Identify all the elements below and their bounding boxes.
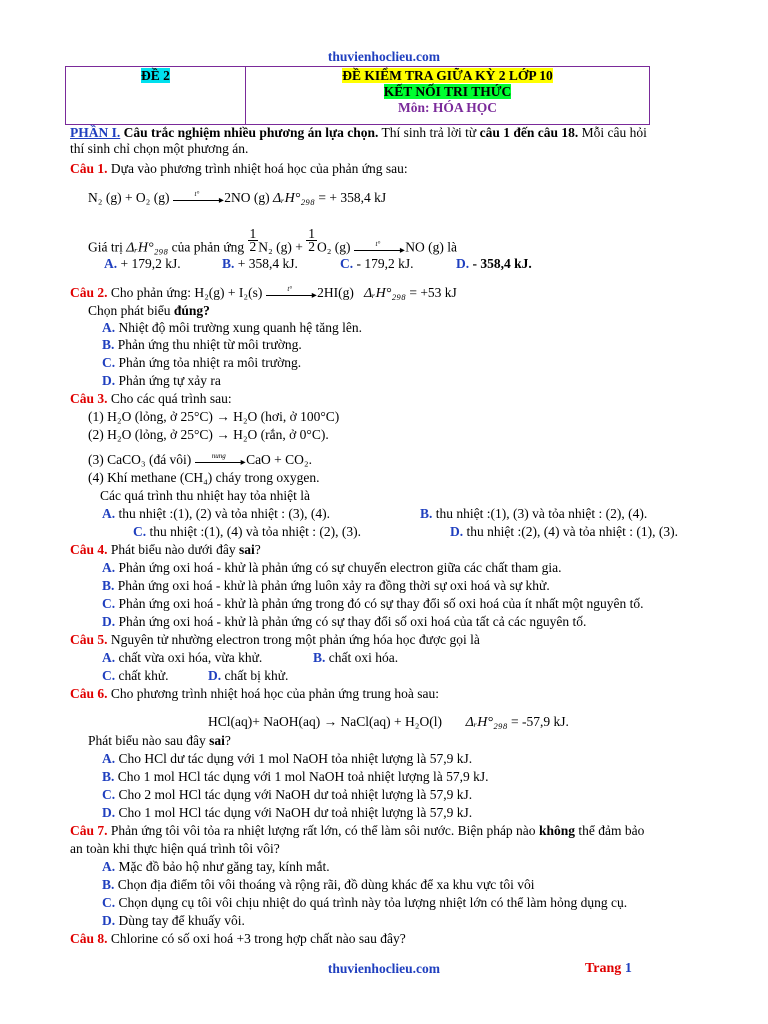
question-4: Câu 4. Phát biểu nào dưới đây sai?	[70, 542, 261, 557]
reaction-arrow-icon: t° ▸	[173, 196, 221, 201]
option[interactable]: B. Cho 1 mol HCl tác dụng với 1 mol NaOH toả nhiệt lượng là 57,9 kJ.	[102, 769, 489, 784]
enthalpy-symbol: ΔᵣH°₂₉₈	[273, 191, 315, 206]
option[interactable]: D. chất bị khử.	[208, 668, 289, 683]
ask-text: Giá trị	[88, 239, 123, 255]
question-stem: Cho phản ứng: H₂(g) + I₂(s)	[110, 285, 263, 300]
enthalpy-symbol: ΔᵣH°₂₉₈	[126, 240, 169, 256]
q7-stem-line2: an toàn khi thực hiện quá trình tôi vôi?	[70, 841, 280, 856]
option[interactable]: B. Chọn địa điểm tôi vôi thoáng và rộng rãi, đồ dùng khác để xa khu vực tôi vôi	[102, 877, 535, 892]
option[interactable]: C. thu nhiệt :(1), (4) và tỏa nhiệt : (2), (3).	[133, 524, 361, 539]
reaction-arrow-icon: t° ▸	[266, 291, 314, 296]
part1-text2: Mỗi câu hỏi	[578, 125, 647, 140]
option[interactable]: A. Nhiệt độ môi trường xung quanh hệ tăng lên.	[102, 320, 363, 335]
option[interactable]: D. thu nhiệt :(2), (4) và tỏa nhiệt : (1), (3).	[450, 524, 678, 539]
ask-product: NO (g) là	[405, 239, 458, 255]
arrow-label: t°	[194, 190, 200, 199]
question-number: Câu 2.	[70, 285, 108, 300]
question-stem: Cho phương trình nhiệt hoá học của phản ứng trung hoà sau:	[110, 686, 439, 701]
fraction-half: $\frac{1}{2}$	[249, 226, 257, 254]
option[interactable]: A. thu nhiệt :(1), (2) và tỏa nhiệt : (3), (4).	[102, 506, 330, 521]
option[interactable]: D. - 358,4 kJ.	[456, 256, 532, 271]
enthalpy-symbol: ΔᵣH°₂₉₈	[363, 286, 406, 301]
option[interactable]: D. Cho 1 mol HCl tác dụng với NaOH dư toả nhiệt lượng là 57,9 kJ.	[102, 805, 473, 820]
eq-value: = + 358,4 kJ	[318, 190, 387, 205]
option[interactable]: C. Cho 2 mol HCl tác dụng với NaOH dư toả nhiệt lượng là 57,9 kJ.	[102, 787, 473, 802]
question-stem: Dựa vào phương trình nhiệt hoá học của phản ứng sau:	[110, 161, 408, 176]
eq-reactants: N₂ (g) + O₂ (g)	[88, 190, 170, 205]
part1-label: PHẦN I.	[70, 125, 121, 140]
option[interactable]: C. Phản ứng oxi hoá - khử là phản ứng trong đó có sự thay đổi số oxi hoá của ít nhất một nguyên tố.	[102, 596, 644, 611]
option[interactable]: A. Cho HCl dư tác dụng với 1 mol NaOH tỏa nhiệt lượng là 57,9 kJ.	[102, 751, 473, 766]
question-1	[70, 161, 408, 177]
q6-ask: Phát biểu nào sau đây sai?	[88, 733, 231, 748]
question-8	[70, 931, 406, 947]
question-7: Câu 7. Phản ứng tôi vôi tỏa ra nhiệt lượng rất lớn, có thể làm sôi nước. Biện pháp nào không thể đảm bảo	[70, 823, 645, 838]
process-4: (4) Khí methane (CH₄) cháy trong oxygen.	[88, 470, 320, 485]
option[interactable]: B. Phản ứng thu nhiệt từ môi trường.	[102, 337, 302, 352]
part1-title: Câu trắc nghiệm nhiều phương án lựa chọn.	[123, 125, 379, 140]
q2-ask: Chọn phát biểu đúng?	[88, 303, 210, 318]
question-stem: Cho các quá trình sau:	[110, 391, 232, 406]
exam-title-cell	[246, 67, 650, 125]
option[interactable]: A. + 179,2 kJ.	[104, 256, 181, 271]
ask-o2: O₂ (g)	[316, 239, 351, 255]
reaction-arrow-icon: t° ▸	[354, 246, 402, 251]
site-header-link[interactable]: thuvienhoclieu.com	[327, 49, 441, 64]
option[interactable]: D. Dùng tay để khuấy vôi.	[102, 913, 245, 928]
option[interactable]: C. Chọn dụng cụ tôi vôi chịu nhiệt do quá trình này tỏa lượng nhiệt lớn có thể làm hỏng dụng cụ.	[102, 895, 628, 910]
enthalpy-symbol: ΔᵣH°₂₉₈	[465, 715, 508, 730]
exam-series: KẾT NỐI TRI THỨC	[383, 84, 512, 99]
option[interactable]: D. Phản ứng oxi hoá - khử là phản ứng có sự thay đổi số oxi hoá của tất cả các nguyên tố.	[102, 614, 587, 629]
process-2: (2) H₂O (lỏng, ở 25°C) → H₂O (rắn, ở 0°C).	[88, 427, 329, 442]
question-5	[70, 632, 480, 648]
question-number: Câu 6.	[70, 686, 108, 701]
question-number: Câu 4.	[70, 542, 108, 557]
question-number: Câu 7.	[70, 823, 108, 838]
part1-range: câu 1 đến câu 18.	[479, 125, 579, 140]
q3-ask: Các quá trình thu nhiệt hay tỏa nhiệt là	[100, 488, 310, 503]
process-3: (3) CaCO₃ (đá vôi) nung ▸ CaO + CO₂.	[88, 452, 313, 469]
option[interactable]: B. chất oxi hóa.	[313, 650, 399, 665]
q1-options	[104, 256, 532, 272]
option[interactable]: B. thu nhiệt :(1), (3) và tỏa nhiệt : (2), (4).	[420, 506, 648, 521]
exam-code-cell	[66, 67, 246, 125]
question-stem: Nguyên tử nhường electron trong một phản ứng hóa học được gọi là	[110, 632, 480, 647]
option[interactable]: C. - 179,2 kJ.	[340, 256, 414, 271]
part1-instructions	[70, 125, 647, 141]
process-1: (1) H₂O (lỏng, ở 25°C) → H₂O (hơi, ở 100°C)	[88, 409, 340, 424]
option[interactable]: B. Phản ứng oxi hoá - khử là phản ứng luôn xảy ra đồng thời sự oxi hoá và sự khử.	[102, 578, 550, 593]
question-number: Câu 1.	[70, 161, 108, 176]
page-number: Trang 1	[585, 961, 632, 976]
eq-products: 2NO (g)	[224, 190, 270, 205]
question-stem: Chlorine có số oxi hoá +3 trong hợp chất nào sau đây?	[110, 931, 406, 946]
question-number: Câu 8.	[70, 931, 108, 946]
fraction-half: $\frac{1}{2}$	[308, 226, 315, 254]
ask-text: của phản ứng	[171, 239, 245, 255]
exam-title: ĐỀ KIỂM TRA GIỮA KỲ 2 LỚP 10	[342, 68, 553, 83]
exam-header-table	[65, 66, 650, 125]
question-number: Câu 5.	[70, 632, 108, 647]
question-6	[70, 686, 439, 702]
q6-equation: HCl(aq)+ NaOH(aq) → NaCl(aq) + H₂O(l) ΔᵣH°₂₉₈ = -57,9 kJ.	[208, 714, 569, 730]
q1-equation	[88, 190, 386, 207]
option[interactable]: B. + 358,4 kJ.	[222, 256, 298, 271]
site-footer-link[interactable]: thuvienhoclieu.com	[327, 961, 441, 976]
exam-code: ĐỀ 2	[141, 68, 170, 83]
part1-text: Thí sinh trả lời từ	[378, 125, 480, 140]
option[interactable]: A. chất vừa oxi hóa, vừa khử.	[102, 650, 263, 665]
question-3	[70, 391, 232, 407]
option[interactable]: A. Mặc đồ bảo hộ như găng tay, kính mắt.	[102, 859, 330, 874]
option[interactable]: A. Phản ứng oxi hoá - khử là phản ứng có sự chuyển electron giữa các chất tham gia.	[102, 560, 562, 575]
ask-n2: N₂ (g) +	[258, 239, 303, 255]
eq-products: 2HI(g)	[317, 285, 354, 300]
option[interactable]: D. Phản ứng tự xảy ra	[102, 373, 221, 388]
reaction-arrow-icon: nung ▸	[195, 458, 243, 463]
exam-subject: Môn: HÓA HỌC	[397, 100, 497, 115]
option[interactable]: C. chất khử.	[102, 668, 169, 683]
option[interactable]: C. Phản ứng tỏa nhiệt ra môi trường.	[102, 355, 302, 370]
question-2	[70, 285, 457, 302]
eq-value: = +53 kJ	[409, 285, 457, 300]
question-number: Câu 3.	[70, 391, 108, 406]
part1-line2: thí sinh chỉ chọn một phương án.	[70, 141, 249, 156]
